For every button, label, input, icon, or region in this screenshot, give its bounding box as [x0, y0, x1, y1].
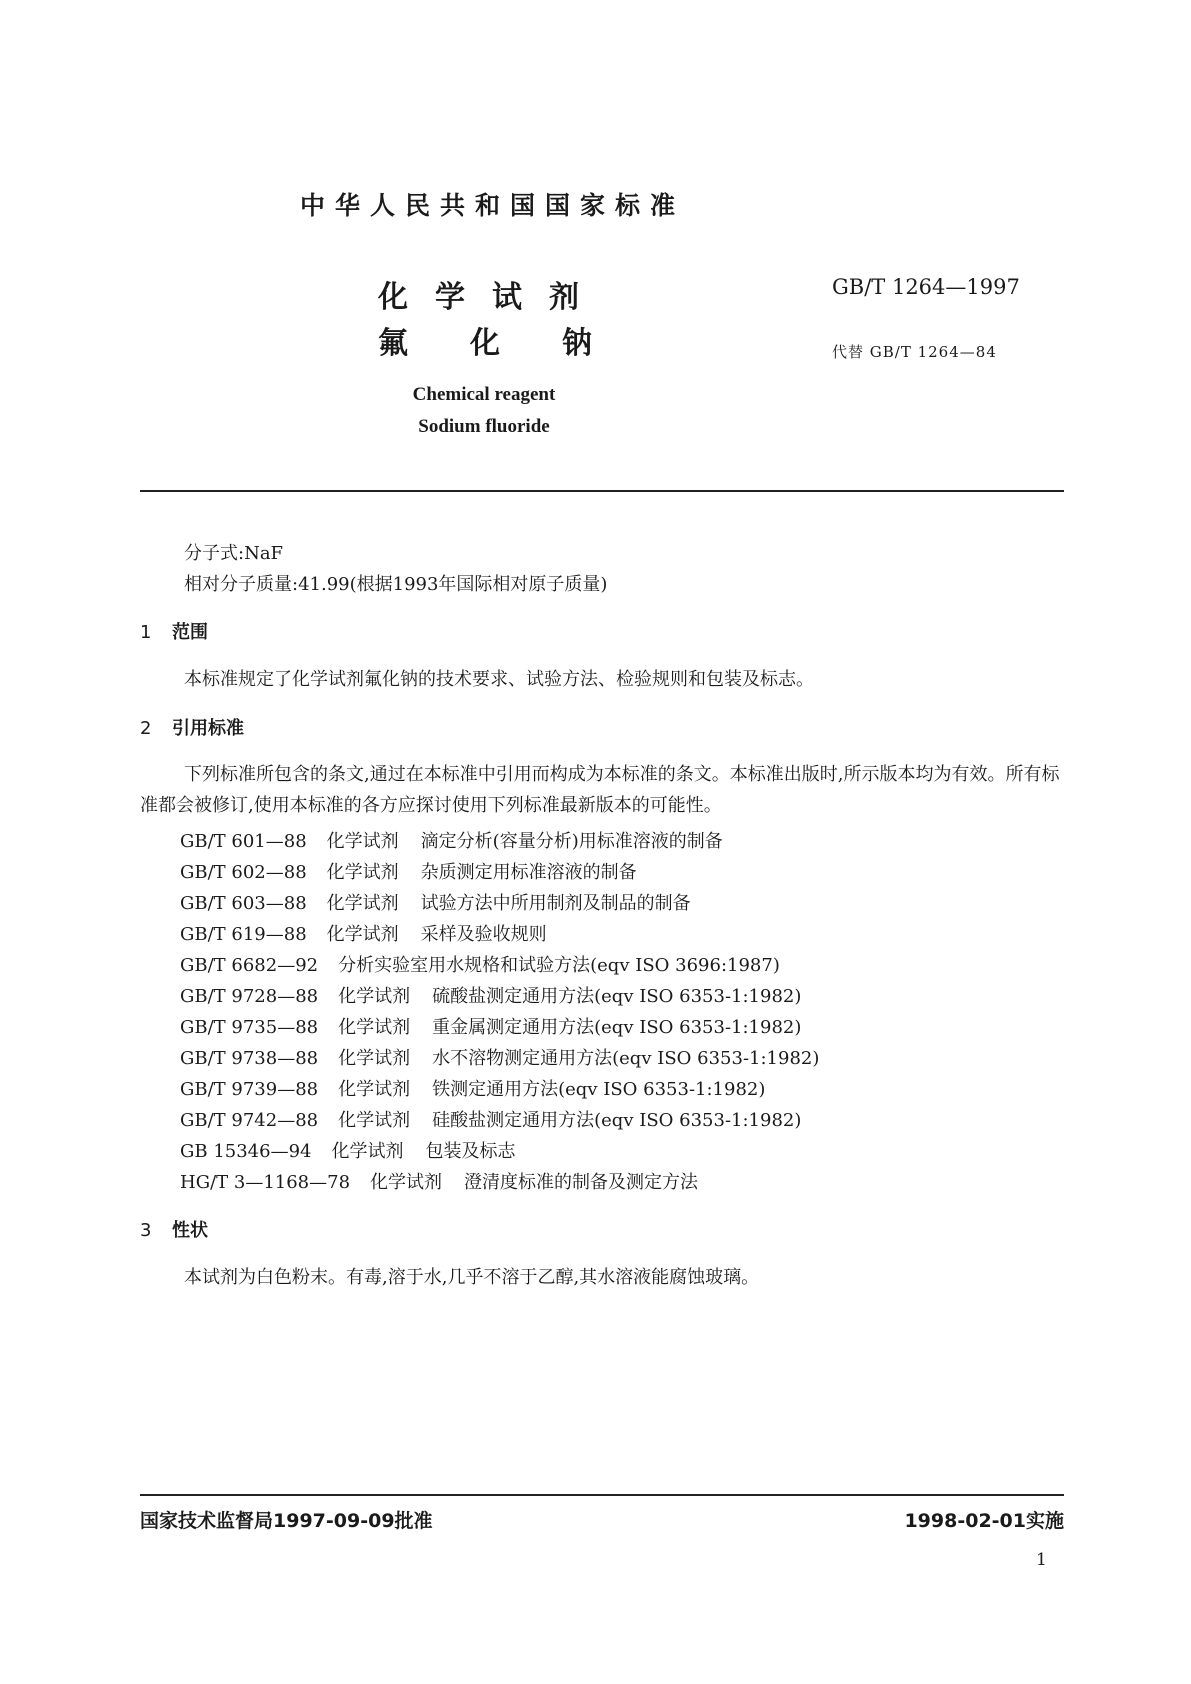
reference-code: GB/T 619—88	[180, 924, 307, 945]
section-number: 1	[140, 622, 152, 643]
reference-title: 重金属测定通用方法(eqv ISO 6353-1:1982)	[432, 1017, 802, 1038]
approval-date: 国家技术监督局1997-09-09批准	[140, 1510, 433, 1532]
reference-row	[180, 1168, 698, 1194]
section-2-text: 下列标准所包含的条文,通过在本标准中引用而构成为本标准的条文。本标准出版时,所示版本均为有效。所有标准都会被修订,使用本标准的各方应探讨使用下列标准最新版本的可能性。	[140, 764, 1060, 816]
reference-category: 化学试剂	[326, 831, 399, 852]
reference-row	[180, 1106, 801, 1132]
section-title: 引用标准	[172, 718, 244, 739]
reference-category: 化学试剂	[338, 1079, 411, 1100]
reference-code: GB/T 603—88	[180, 893, 307, 914]
reference-row	[180, 982, 801, 1008]
reference-row	[180, 858, 637, 884]
national-standard-heading: 中华人民共和国国家标准	[300, 191, 686, 220]
effective-date: 1998-02-01实施	[904, 1510, 1064, 1532]
reference-title: 杂质测定用标准溶液的制备	[420, 862, 637, 883]
title-line-2: 氟化钠	[378, 326, 654, 361]
reference-category: 化学试剂	[338, 1110, 411, 1131]
reference-title: 包装及标志	[425, 1141, 516, 1162]
section-number: 3	[140, 1220, 152, 1241]
standard-number: GB/T 1264—1997	[832, 275, 1020, 299]
reference-row	[180, 1013, 801, 1039]
page-number: 1	[1036, 1550, 1047, 1570]
section-1-heading	[140, 618, 208, 644]
reference-code: GB 15346—94	[180, 1141, 312, 1162]
section-2-heading	[140, 714, 244, 740]
reference-title: 试验方法中所用制剂及制品的制备	[420, 893, 691, 914]
reference-code: GB/T 9742—88	[180, 1110, 319, 1131]
reference-category: 化学试剂	[338, 1048, 411, 1069]
reference-row	[180, 920, 547, 946]
reference-title: 澄清度标准的制备及测定方法	[464, 1172, 699, 1193]
reference-code: GB/T 9738—88	[180, 1048, 319, 1069]
footer-divider	[140, 1494, 1064, 1496]
reference-row	[180, 1137, 516, 1163]
section-1-text: 本标准规定了化学试剂氟化钠的技术要求、试验方法、检验规则和包装及标志。	[184, 669, 814, 690]
title-line-1: 化学试剂	[378, 280, 606, 315]
reference-category: 化学试剂	[338, 1017, 411, 1038]
reference-title: 滴定分析(容量分析)用标准溶液的制备	[420, 831, 723, 852]
reference-category: 化学试剂	[326, 862, 399, 883]
reference-code: HG/T 3—1168—78	[180, 1172, 351, 1193]
reference-code: GB/T 602—88	[180, 862, 307, 883]
reference-code: GB/T 9728—88	[180, 986, 319, 1007]
reference-category: 化学试剂	[326, 893, 399, 914]
reference-row	[180, 1044, 819, 1070]
reference-row	[180, 827, 723, 853]
section-number: 2	[140, 718, 152, 739]
reference-title: 硅酸盐测定通用方法(eqv ISO 6353-1:1982)	[432, 1110, 802, 1131]
english-title-line-2: Sodium fluoride	[418, 416, 550, 437]
section-3-heading	[140, 1216, 208, 1242]
molar-mass: 相对分子质量:41.99(根据1993年国际相对原子质量)	[184, 574, 608, 595]
section-title: 范围	[172, 622, 208, 643]
section-title: 性状	[172, 1220, 208, 1241]
reference-title: 硫酸盐测定通用方法(eqv ISO 6353-1:1982)	[432, 986, 802, 1007]
reference-category: 化学试剂	[370, 1172, 443, 1193]
reference-title: 铁测定通用方法(eqv ISO 6353-1:1982)	[432, 1079, 766, 1100]
reference-code: GB/T 6682—92	[180, 955, 319, 976]
reference-code: GB/T 9739—88	[180, 1079, 319, 1100]
reference-row	[180, 889, 691, 915]
reference-category: 化学试剂	[331, 1141, 404, 1162]
reference-code: GB/T 601—88	[180, 831, 307, 852]
reference-title: 分析实验室用水规格和试验方法(eqv ISO 3696:1987)	[338, 955, 780, 976]
section-3-text: 本试剂为白色粉末。有毒,溶于水,几乎不溶于乙醇,其水溶液能腐蚀玻璃。	[184, 1267, 760, 1288]
header-divider	[140, 490, 1064, 492]
reference-category: 化学试剂	[338, 986, 411, 1007]
reference-category: 化学试剂	[326, 924, 399, 945]
reference-title: 水不溶物测定通用方法(eqv ISO 6353-1:1982)	[432, 1048, 820, 1069]
reference-title: 采样及验收规则	[420, 924, 547, 945]
replaces-standard: 代替 GB/T 1264—84	[832, 343, 997, 361]
reference-row	[180, 1075, 765, 1101]
reference-row	[180, 951, 780, 977]
reference-code: GB/T 9735—88	[180, 1017, 319, 1038]
english-title-line-1: Chemical reagent	[412, 384, 556, 405]
molecular-formula: 分子式:NaF	[184, 543, 284, 564]
